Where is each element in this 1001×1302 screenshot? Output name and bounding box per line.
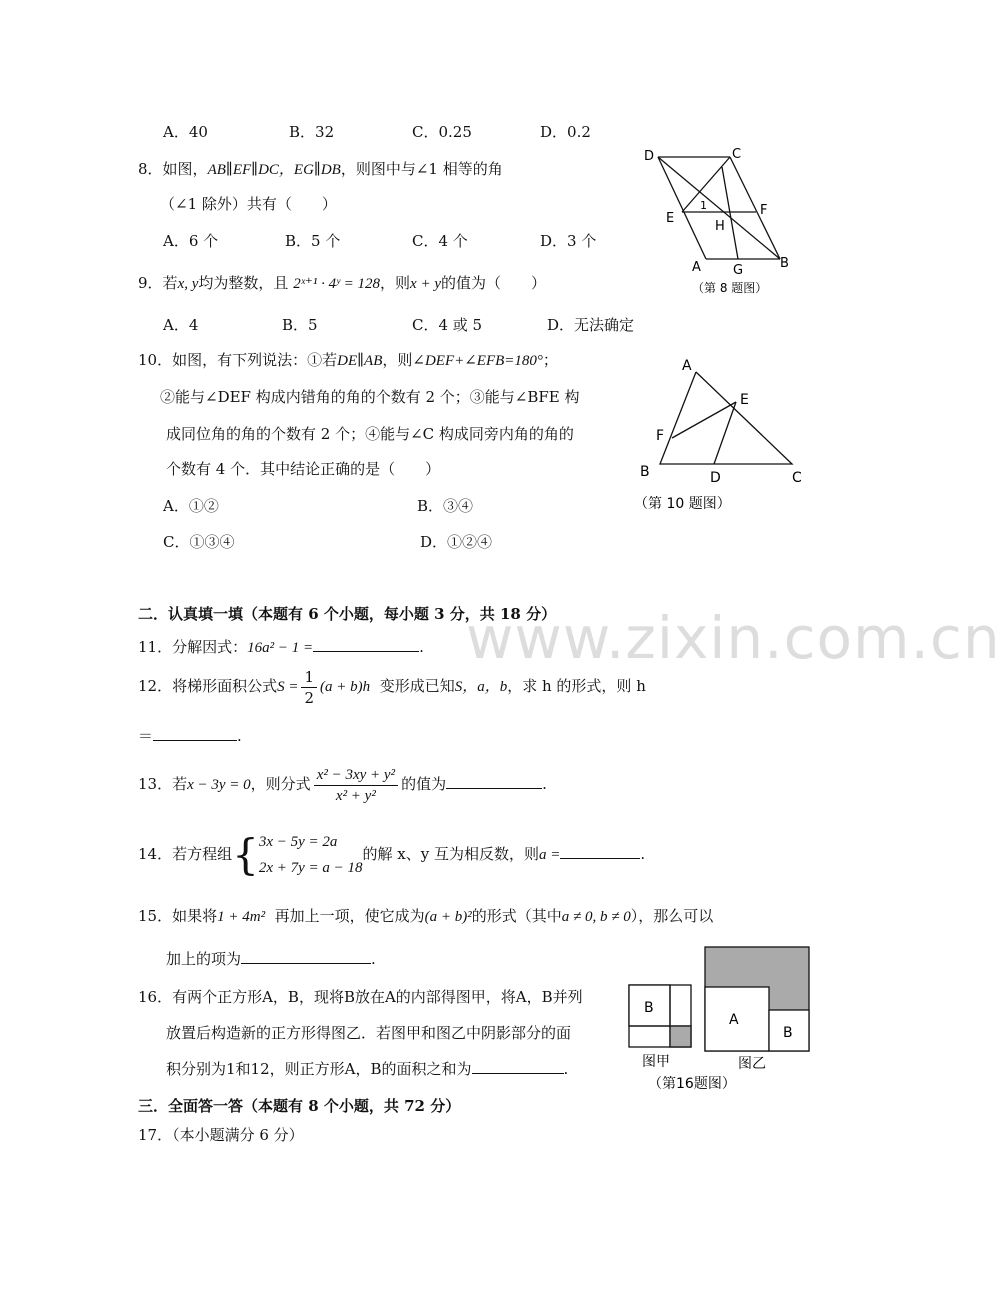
q9-text-mid: 均为整数，且 <box>198 274 289 292</box>
q15-blank[interactable] <box>241 949 371 964</box>
q10-label-d: D <box>710 470 721 486</box>
q16-jia-shade <box>670 1026 691 1047</box>
q14-blank[interactable] <box>560 844 640 859</box>
q7-option-d: D．0.2 <box>540 123 591 141</box>
q8-option-b: B．5 个 <box>285 232 341 250</box>
q12-end: . <box>237 727 242 745</box>
q15-cond: a ≠ 0, b ≠ 0 <box>561 909 631 925</box>
q10-math2: ∠DEF+∠EFB=180° <box>412 353 543 369</box>
q12-frac-num: 1 <box>301 667 317 688</box>
q7-option-a: A．40 <box>163 123 208 141</box>
q12-text-post: 变形成已知 <box>379 677 455 695</box>
q8-line2: （∠1 除外）共有（ ） <box>160 195 337 213</box>
q15-expr: 1 + 4m² <box>217 909 266 925</box>
q12-blank[interactable] <box>153 726 237 741</box>
q8-option-d: D．3 个 <box>540 232 597 250</box>
q16-line3 <box>166 1058 568 1079</box>
q12-text-pre: 将梯形面积公式 <box>172 677 278 695</box>
q9-option-b: B．5 <box>282 316 318 334</box>
q14-line <box>138 828 645 881</box>
q12-lhs: S = <box>277 679 299 695</box>
q10-option-d: D．①②④ <box>420 533 493 551</box>
q8-math: AB∥EF∥DC，EG∥DB <box>207 162 341 178</box>
q8-label-d: D <box>644 149 655 164</box>
q11-number: 11． <box>138 638 173 656</box>
q10-text-mid: ，则 <box>382 351 413 369</box>
q8-option-c: C．4 个 <box>412 232 468 250</box>
q16-text-line3: 积分别为1和12，则正方形A，B的面积之和为 <box>166 1060 472 1078</box>
q15-text-pre: 如果将 <box>172 907 218 925</box>
q9-text-mid2: ，则 <box>380 274 411 292</box>
q14-text-pre: 若方程组 <box>172 845 233 863</box>
q17-line <box>138 1124 304 1145</box>
q11-blank[interactable] <box>313 637 419 652</box>
q16-yi-label-b: B <box>783 1025 793 1041</box>
q15-form: (a + b)² <box>424 909 472 925</box>
q11-line <box>138 636 424 657</box>
q16-blank[interactable] <box>472 1059 564 1074</box>
q8-label-a: A <box>692 260 701 275</box>
q12-equals: ＝ <box>138 727 154 745</box>
q8-label-b: B <box>780 256 789 271</box>
q9-line1 <box>138 272 546 293</box>
q10-line3: 成同位角的角的个数有 2 个；④能与∠C 构成同旁内角的角的 <box>166 425 574 443</box>
q15-end: . <box>371 950 376 968</box>
q12-vars: S，a，b <box>454 679 508 695</box>
q13-frac-num: x² − 3xy + y² <box>314 765 398 786</box>
q13-text-post: 的值为 <box>401 775 447 793</box>
q10-text-post: ； <box>542 351 558 369</box>
q8-label-1: 1 <box>700 199 707 212</box>
q10-label-c: C <box>792 470 802 486</box>
section2-title: 二．认真填一填（本题有 6 个小题，每小题 3 分，共 18 分） <box>138 605 557 623</box>
q15-line2 <box>166 948 376 969</box>
q10-caption: （第 10 题图） <box>634 496 731 512</box>
q9-option-c: C．4 或 5 <box>412 316 483 334</box>
q16-yi-caption: 图乙 <box>738 1056 766 1072</box>
q8-label-c: C <box>732 147 742 162</box>
section3-title: 三．全面答一答（本题有 8 个小题，共 72 分） <box>138 1097 461 1115</box>
q9-text-post: 的值为（ ） <box>440 274 546 292</box>
q15-text-mid: 再加上一项，使它成为 <box>274 907 425 925</box>
q9-option-d: D．无法确定 <box>547 316 635 334</box>
q10-text-pre: 如图，有下列说法：①若 <box>172 351 338 369</box>
q10-line2: ②能与∠DEF 构成内错角的角的个数有 2 个；③能与∠BFE 构 <box>160 388 580 406</box>
q9-text-pre: 若 <box>162 274 178 292</box>
q8-label-e: E <box>666 211 675 226</box>
watermark: www.zixin.com.cn <box>466 604 1001 672</box>
q8-option-a: A．6 个 <box>163 232 219 250</box>
q8-label-g: G <box>733 263 744 278</box>
q8-number: 8． <box>138 160 163 178</box>
q10-label-f: F <box>656 428 665 444</box>
q8-label-f: F <box>760 203 768 218</box>
q13-text-pre: 若 <box>172 775 188 793</box>
q15-text-post: 的形式（其中 <box>471 907 562 925</box>
q8-figure <box>636 140 800 300</box>
q12-frac-den: 2 <box>304 688 315 707</box>
q10-label-a: A <box>682 358 692 374</box>
q11-end: . <box>419 638 424 656</box>
q12-fraction <box>301 667 317 708</box>
q16-caption: （第16题图） <box>648 1076 736 1092</box>
q16-jia-label-b: B <box>644 1000 654 1016</box>
q9-expr: x + y <box>410 276 441 292</box>
q16-yi-label-a: A <box>729 1012 739 1028</box>
q16-jia-caption: 图甲 <box>642 1054 670 1070</box>
q17-number: 17． <box>138 1126 173 1144</box>
q8-line1 <box>138 158 503 179</box>
q12-text-post2: ，求 h 的形式，则 h <box>507 677 646 695</box>
q12-number: 12． <box>138 677 173 695</box>
q14-eq2: 2x + 7y = a − 18 <box>258 860 363 876</box>
q10-label-b: B <box>640 464 650 480</box>
q14-var: a = <box>539 847 561 863</box>
q15-text-post2: ），那么可以 <box>630 907 714 925</box>
q10-number: 10． <box>138 351 173 369</box>
q8-text: 如图， <box>162 160 208 178</box>
q10-math1: DE∥AB <box>337 353 383 369</box>
q13-line <box>138 757 547 812</box>
q16-line2: 放置后构造新的正方形得图乙．若图甲和图乙中阴影部分的面 <box>166 1024 572 1042</box>
q13-text-mid: ，则分式 <box>250 775 311 793</box>
q7-option-b: B．32 <box>289 123 335 141</box>
q14-number: 14． <box>138 845 173 863</box>
q13-end: . <box>542 775 547 793</box>
q15-line1 <box>138 905 713 926</box>
q11-text: 分解因式： <box>172 638 248 656</box>
q9-number: 9． <box>138 274 163 292</box>
q10-label-e: E <box>740 392 749 408</box>
q13-cond: x − 3y = 0 <box>187 777 251 793</box>
q8-caption: （第 8 题图） <box>692 281 768 295</box>
q16-figure <box>620 942 816 1094</box>
q13-number: 13． <box>138 775 173 793</box>
q13-fraction <box>314 765 398 806</box>
q13-frac-den: x² + y² <box>335 787 376 804</box>
q10-option-c: C．①③④ <box>163 533 235 551</box>
q14-eq1: 3x − 5y = 2a <box>258 834 338 850</box>
q11-expr: 16a² − 1 = <box>247 640 314 656</box>
q10-option-b: B．③④ <box>417 497 474 515</box>
q17-text: （本小题满分 6 分） <box>172 1126 304 1144</box>
q12-line2 <box>138 725 242 746</box>
q9-vars: x, y <box>177 276 199 292</box>
q9-option-a: A．4 <box>163 316 199 334</box>
q15-text-line2: 加上的项为 <box>166 950 242 968</box>
q7-option-c: C．0.25 <box>412 123 472 141</box>
q10-figure <box>632 352 812 518</box>
q16-line1 <box>138 986 583 1007</box>
q13-blank[interactable] <box>446 774 542 789</box>
q12-rhs: (a + b)h <box>320 679 371 695</box>
q14-end: . <box>640 845 646 863</box>
q9-equation: 2ˣ⁺¹ · 4ʸ = 128 <box>293 276 381 292</box>
q16-text-line1: 有两个正方形A，B，现将B放在A的内部得图甲，将A，B并列 <box>172 988 583 1006</box>
q14-brace: { <box>232 830 259 879</box>
q16-number: 16． <box>138 988 173 1006</box>
q10-option-a: A．①② <box>163 497 219 515</box>
q8-label-h: H <box>715 219 725 234</box>
q14-system <box>259 829 363 881</box>
q15-number: 15． <box>138 907 173 925</box>
q16-end: . <box>563 1060 569 1078</box>
q8-text-post: ，则图中与∠1 相等的角 <box>340 160 503 178</box>
q10-line1 <box>138 349 558 370</box>
q14-text-post: 的解 x、y 互为相反数，则 <box>362 845 540 863</box>
q10-line4: 个数有 4 个．其中结论正确的是（ ） <box>166 460 441 478</box>
